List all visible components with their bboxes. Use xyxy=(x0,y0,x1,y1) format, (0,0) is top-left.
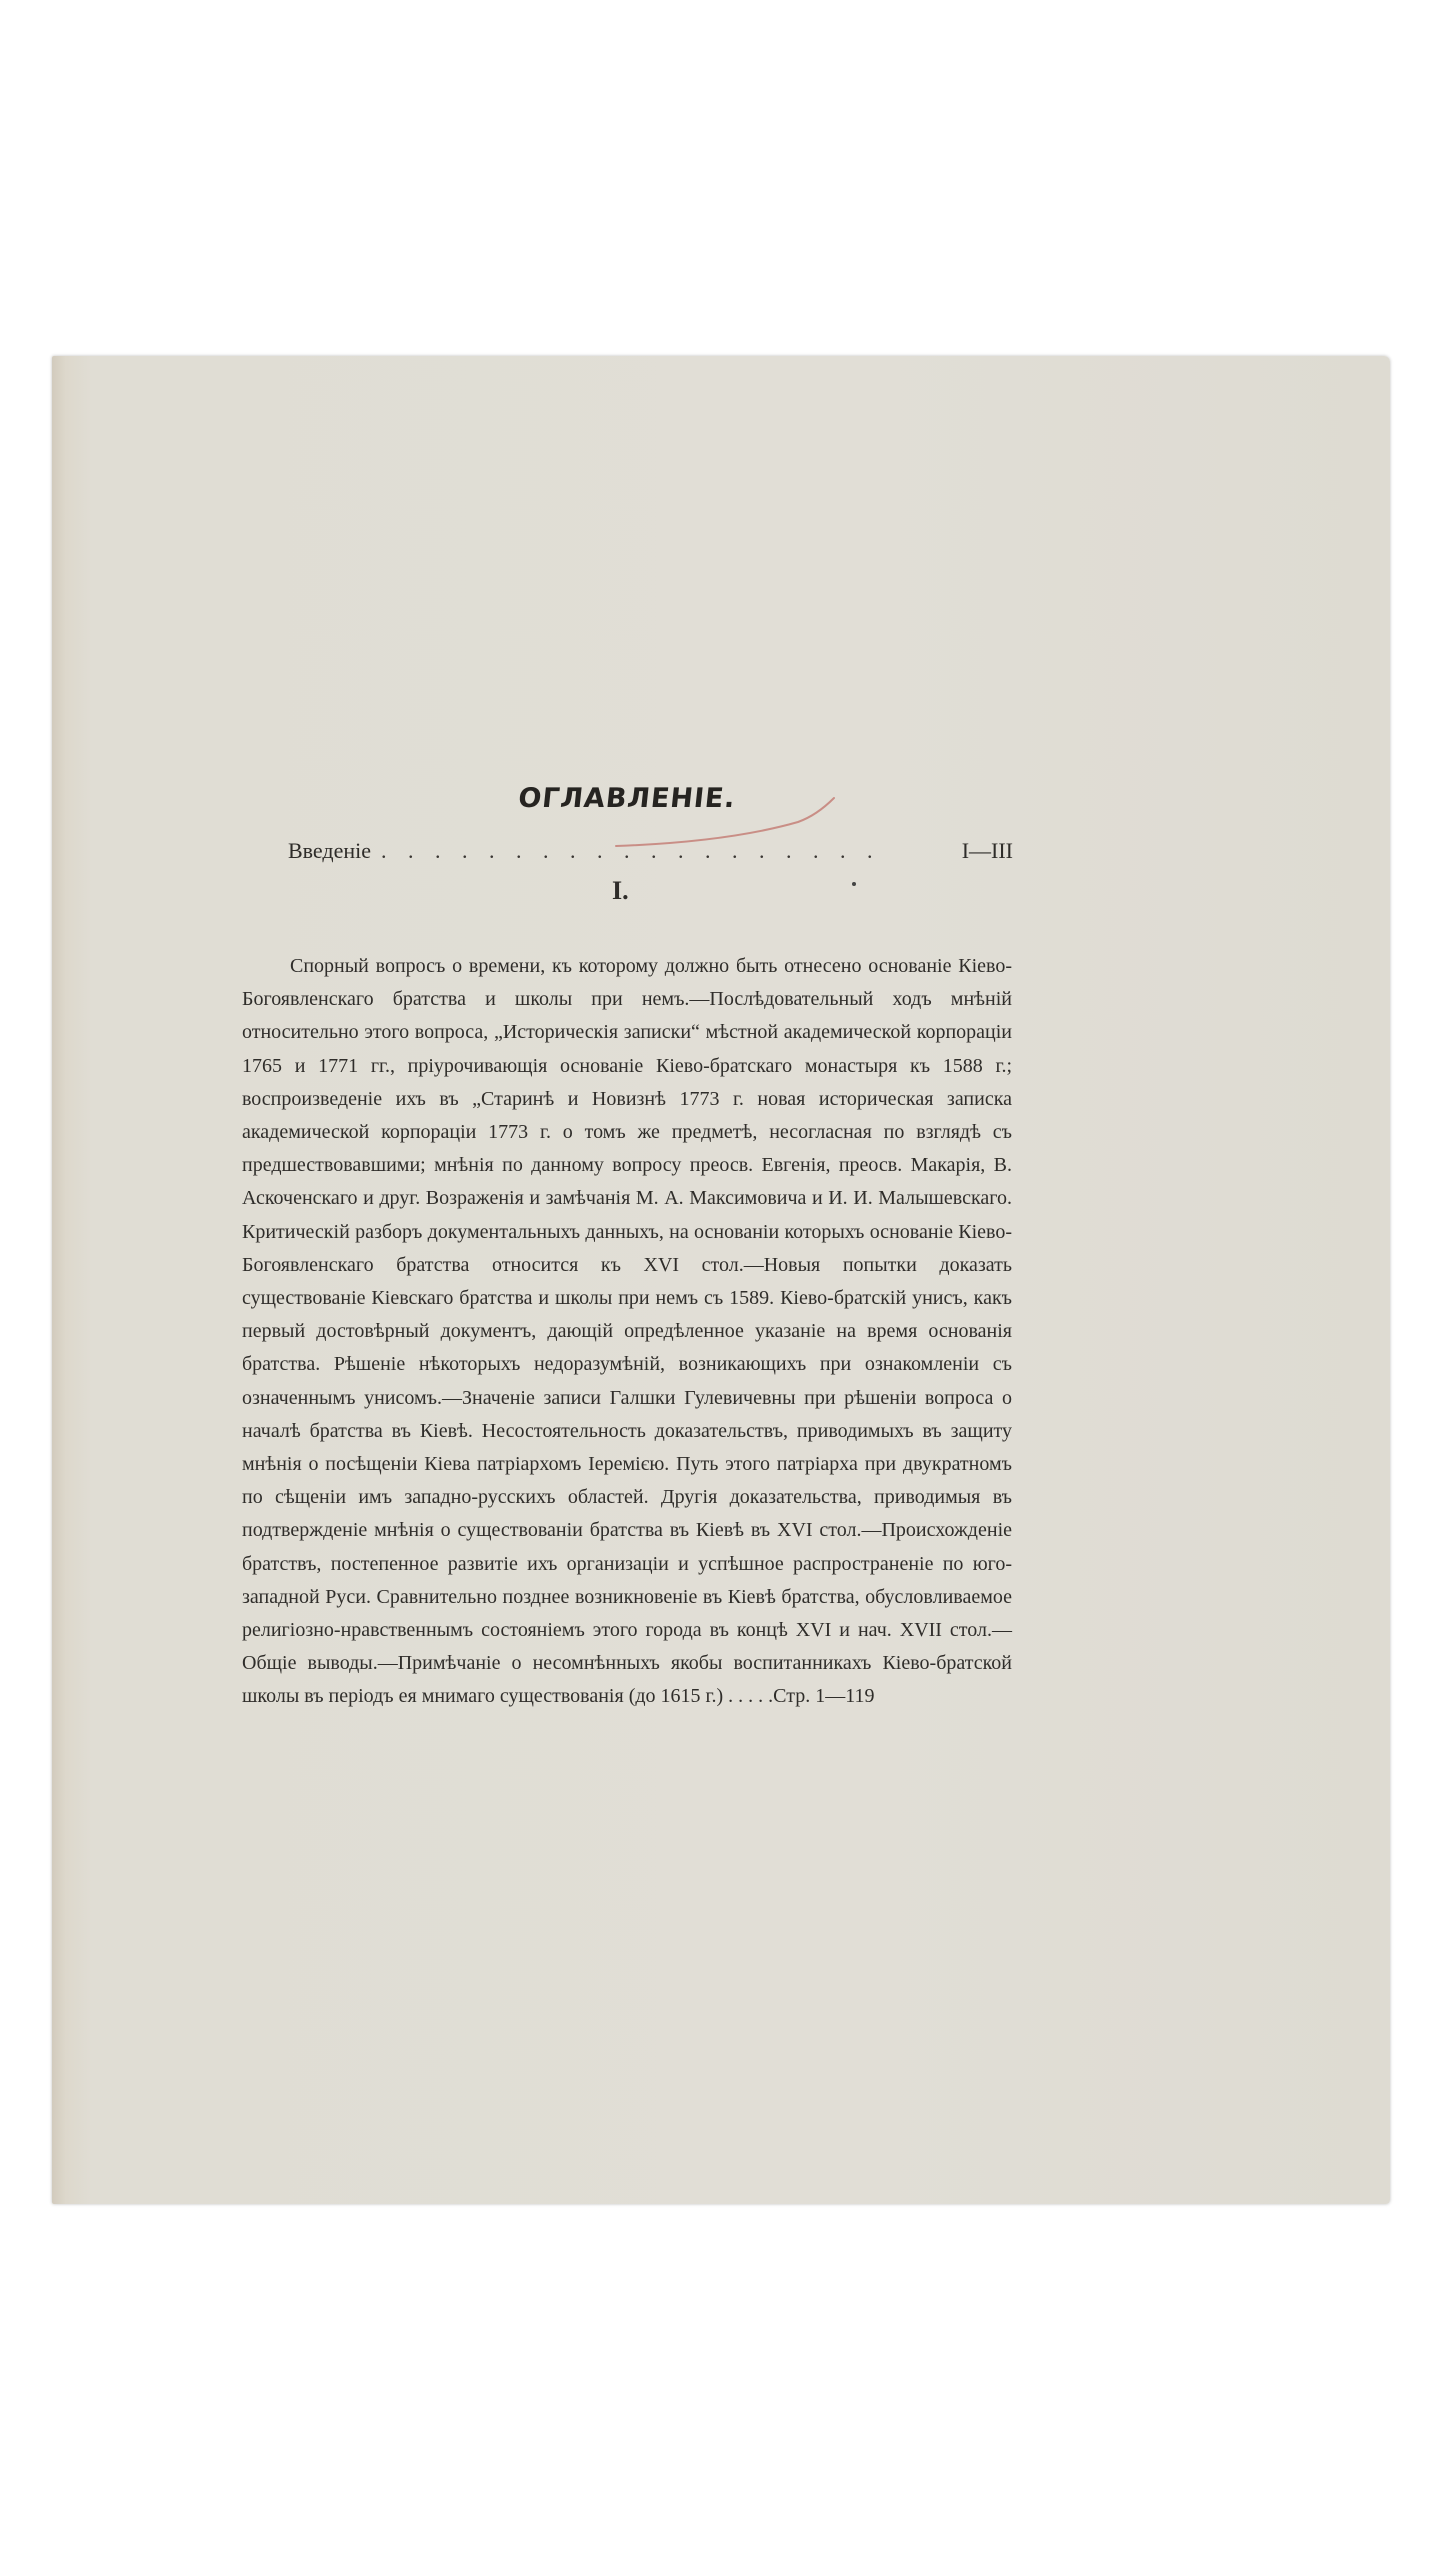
toc-entry-pages: .Стр. 1—119 xyxy=(768,1685,875,1708)
section-numeral: I. xyxy=(612,876,629,905)
toc-entry-pages: I—III xyxy=(961,838,1013,863)
toc-leader-dots: . . . . xyxy=(728,1685,764,1708)
toc-leader-dots: . . . . . . . . . . . . . . . . . . . xyxy=(381,838,881,863)
section-summary xyxy=(242,950,1012,1714)
ink-speck xyxy=(852,882,856,886)
toc-entry-label: Введеніе xyxy=(288,838,372,863)
page-title: ОГЛАВЛЕНІЕ. xyxy=(516,783,738,814)
section-summary-text: Спорный вопросъ о времени, къ которому должно быть отнесено основаніе Кіево-Богоявленскаго братства и школы при немъ.—Послѣдовательный ходъ мнѣній относительно этого вопроса, „Историческія записки“ мѣстной академической корпораціи 1765 и 1771 гг., пріурочивающія основаніе Кіево-братскаго монастыря къ 1588 г.; воспроизведеніе ихъ въ „Старинѣ и Новизнѣ 1773 г. новая историческая записка академической корпораціи 1773 г. о томъ же предметѣ, несогласная по взглядѣ съ предшествовавшими; мнѣнія по данному вопросу преосв. Евгенія, преосв. Макарія, В. Аскоченскаго и друг. Возраженія и замѣчанія М. А. Максимовича и И. И. Малышевскаго. Критическій разборъ документальныхъ данныхъ, на основаніи которыхъ основаніе Кіево-Богоявленскаго братства относится къ XVI стол.—Новыя попытки доказать существованіе Кіевскаго братства и школы при немъ съ 1589. Кіево-братскій унисъ, какъ первый достовѣрный документъ, дающій опредѣленное указаніе на время основанія братства. Рѣшеніе нѣкоторыхъ недоразумѣній, возникающихъ при ознакомленіи съ означеннымъ унисомъ.—Значеніе записи Галшки Гулевичевны при рѣшеніи вопроса о началѣ братства въ Кіевѣ. Несостоятельность доказательствъ, приводимыхъ въ защиту мнѣнія о посѣщеніи Кіева патріархомъ Іеремією. Путь этого патріарха при двукратномъ по сѣщеніи имъ западно-русскихъ областей. Другія доказательства, приводимыя въ подтвержденіе мнѣнія о существованіи братства въ Кіевѣ въ XVI стол.—Происхожденіе братствъ, постепенное развитіе ихъ организаціи и успѣшное распространеніе по юго-западной Руси. Сравнительно позднее возникновеніе въ Кіевѣ братства, обусловливаемое религіозно-нравственнымъ состояніемъ этого города въ концѣ XVI и нач. XVII стол.—Общіе выводы.—Примѣчаніе о несомнѣнныхъ якобы воспитанникахъ Кіево-братской школы въ періодъ ея мнимаго существованія (до 1615 г.) xyxy=(242,955,1012,1708)
toc-entry-introduction xyxy=(288,838,1013,874)
